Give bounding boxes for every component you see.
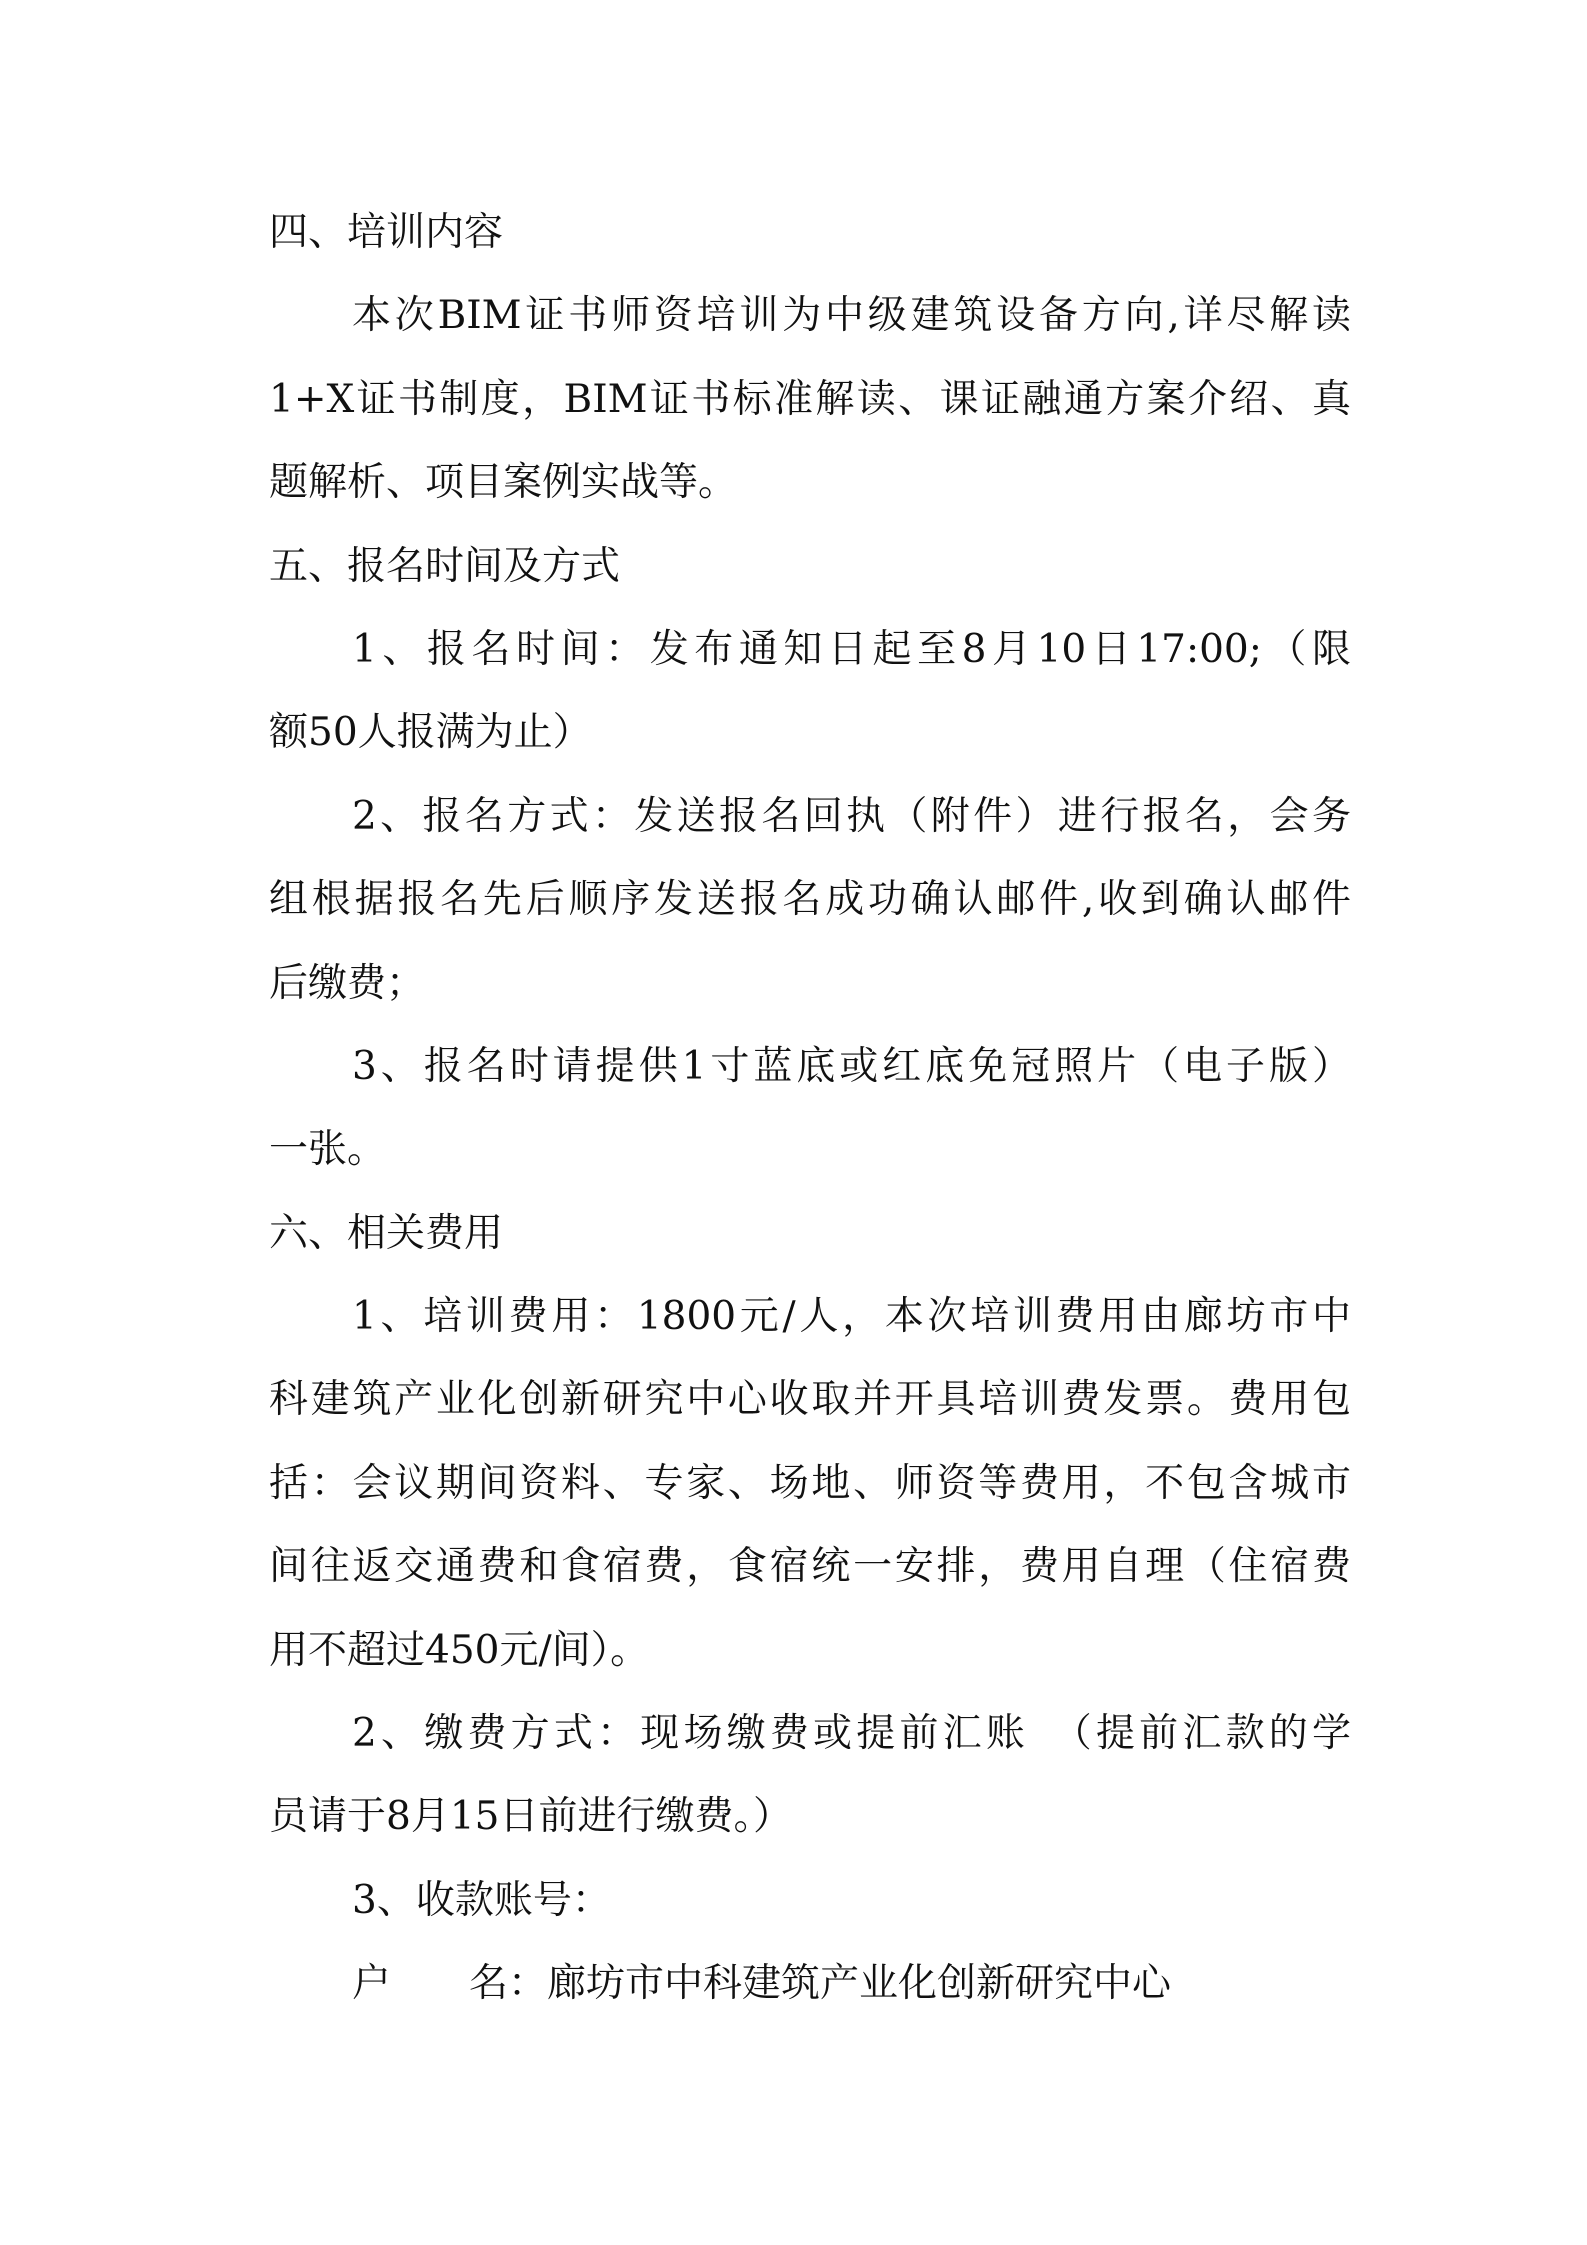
section-heading-fees: 六、相关费用 [269, 1210, 504, 1256]
paragraph-line: 2、报名方式：发送报名回执（附件）进行报名，会务 [352, 793, 1351, 839]
paragraph-line: 2、缴费方式：现场缴费或提前汇账 （提前汇款的学 [352, 1711, 1351, 1757]
paragraph-line: 组根据报名先后顺序发送报名成功确认邮件,收到确认邮件 [269, 877, 1351, 923]
paragraph-line: 后缴费； [269, 960, 426, 1006]
document-page [269, 191, 1351, 2026]
paragraph-line: 1、报名时间：发布通知日起至8月10日17:00;（限 [352, 626, 1351, 672]
section-heading-registration: 五、报名时间及方式 [269, 543, 621, 589]
paragraph-line: 1+X证书制度，BIM证书标准解读、课证融通方案介绍、真 [269, 376, 1351, 422]
paragraph-line: 1、培训费用：1800元/人，本次培训费用由廊坊市中 [352, 1294, 1351, 1340]
paragraph-line: 额50人报满为止） [269, 710, 592, 756]
paragraph-line: 3、报名时请提供1寸蓝底或红底免冠照片（电子版） [352, 1043, 1351, 1089]
paragraph-line: 3、收款账号： [352, 1877, 611, 1923]
paragraph-line: 员请于8月15日前进行缴费。） [269, 1794, 792, 1840]
paragraph-line: 间往返交通费和食宿费，食宿统一安排，费用自理（住宿费 [269, 1544, 1351, 1590]
account-name-label: 户 名： [352, 1961, 548, 2007]
account-name-value: 廊坊市中科建筑产业化创新研究中心 [547, 1961, 1172, 2007]
paragraph-line: 本次BIM证书师资培训为中级建筑设备方向,详尽解读 [352, 293, 1351, 339]
paragraph-line: 科建筑产业化创新研究中心收取并开具培训费发票。费用包 [269, 1377, 1351, 1423]
paragraph-line: 括：会议期间资料、专家、场地、师资等费用，不包含城市 [269, 1460, 1351, 1506]
account-name-row [269, 1942, 1351, 2025]
paragraph-line: 用不超过450元/间）。 [269, 1627, 650, 1673]
paragraph-line: 一张。 [269, 1127, 387, 1173]
paragraph-line: 题解析、项目案例实战等。 [269, 460, 738, 506]
section-heading-training-content: 四、培训内容 [269, 210, 504, 255]
